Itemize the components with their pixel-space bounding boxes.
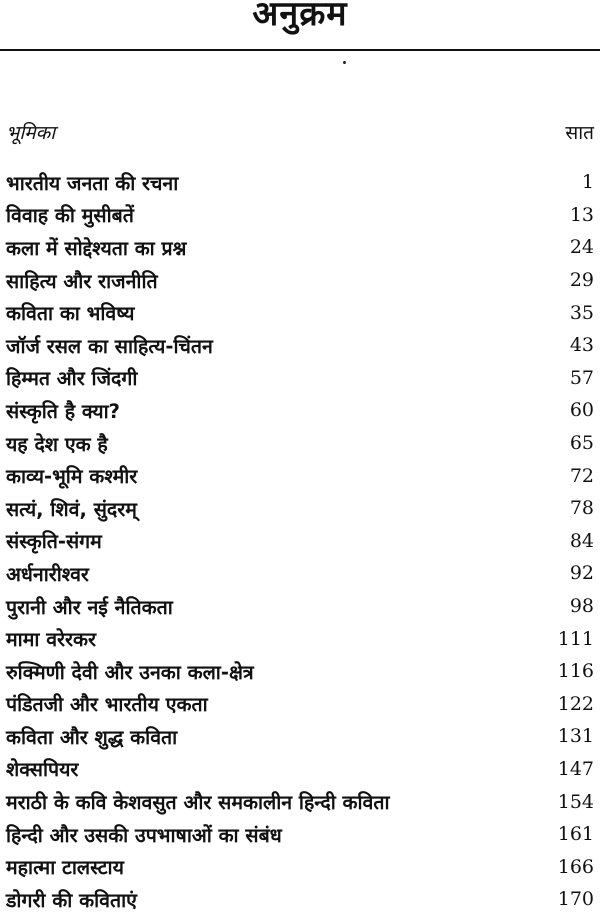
toc-entry-page: 122 xyxy=(557,692,594,715)
toc-entry-page: 78 xyxy=(569,497,594,520)
toc-entry-page: 13 xyxy=(569,203,594,226)
toc-entry xyxy=(6,785,594,818)
toc-entry xyxy=(6,231,594,264)
toc-entry-title: काव्य-भूमि कश्मीर xyxy=(6,465,138,489)
toc-entry-page: 1 xyxy=(581,171,594,194)
toc-entry-page: 92 xyxy=(569,562,594,585)
toc-entry-title: विवाह की मुसीबतें xyxy=(6,204,134,228)
toc-entry-title: जॉर्ज रसल का साहित्य-चिंतन xyxy=(6,334,213,358)
preface-row xyxy=(6,116,594,148)
toc-entry-page: 24 xyxy=(569,236,594,259)
toc-entry-page: 60 xyxy=(569,399,594,422)
toc-entry-page: 154 xyxy=(557,790,594,813)
toc-entry xyxy=(6,199,594,232)
preface-label: भूमिका xyxy=(6,122,56,144)
toc-entry-title: साहित्य और राजनीति xyxy=(6,269,158,293)
toc-entry xyxy=(6,329,594,362)
toc-entry-page: 111 xyxy=(557,627,594,650)
title-rule xyxy=(0,49,600,51)
toc-entry xyxy=(6,427,594,460)
toc-entry-title: डोगरी की कविताएं xyxy=(6,888,137,912)
toc-entry xyxy=(6,264,594,297)
toc-entry-page: 116 xyxy=(557,660,594,683)
toc-entry-title: संस्कृति-संगम xyxy=(6,530,102,554)
toc-entry-title: संस्कृति है क्या? xyxy=(6,399,120,423)
print-speck xyxy=(343,61,346,64)
toc-entry-title: मामा वरेरकर xyxy=(6,628,96,652)
toc-entry-title: शेक्सपियर xyxy=(6,758,79,782)
toc-entry xyxy=(6,525,594,558)
toc-entry-page: 29 xyxy=(569,269,594,292)
toc-entry xyxy=(6,818,594,851)
toc-entry-title: अर्धनारीश्वर xyxy=(6,562,89,586)
toc-entry-page: 57 xyxy=(569,366,594,389)
toc-entry-title: हिम्मत और जिंदगी xyxy=(6,367,138,391)
toc-entry xyxy=(6,850,594,883)
toc-entry-title: रुक्मिणी देवी और उनका कला-क्षेत्र xyxy=(6,660,254,684)
toc-entry xyxy=(6,492,594,525)
toc-entry-title: सत्यं, शिवं, सुंदरम् xyxy=(6,497,137,521)
toc-entry-title: कविता और शुद्ध कविता xyxy=(6,725,178,749)
toc-entry-page: 131 xyxy=(557,725,594,748)
toc-entry-title: पंडितजी और भारतीय एकता xyxy=(6,693,208,717)
toc-entry-page: 170 xyxy=(557,888,594,911)
toc-entry-page: 166 xyxy=(557,855,594,878)
toc-entry-page: 98 xyxy=(569,595,594,618)
toc-entry-page: 161 xyxy=(557,823,594,846)
toc-list xyxy=(6,166,594,916)
toc-entry-title: पुरानी और नई नैतिकता xyxy=(6,595,173,619)
toc-entry xyxy=(6,883,594,916)
toc-entry-page: 147 xyxy=(557,757,594,780)
toc-entry-title: कला में सोद्देश्यता का प्रश्न xyxy=(6,236,187,260)
toc-entry xyxy=(6,166,594,199)
page-title: अनुक्रम xyxy=(252,0,348,34)
toc-entry xyxy=(6,394,594,427)
toc-entry xyxy=(6,688,594,721)
toc-entry xyxy=(6,720,594,753)
toc-entry-title: महात्मा टालस्टाय xyxy=(6,856,124,880)
toc-entry xyxy=(6,296,594,329)
toc-entry xyxy=(6,590,594,623)
preface-page: सात xyxy=(565,122,594,144)
toc-entry-title: कविता का भविष्य xyxy=(6,302,135,326)
toc-entry-page: 43 xyxy=(569,334,594,357)
toc-entry-title: यह देश एक है xyxy=(6,432,108,456)
toc-entry-title: मराठी के कवि केशवसुत और समकालीन हिन्दी कविता xyxy=(6,791,390,815)
toc-entry xyxy=(6,459,594,492)
toc-entry xyxy=(6,622,594,655)
toc-entry-title: भारतीय जनता की रचना xyxy=(6,171,179,195)
toc-entry xyxy=(6,753,594,786)
toc-entry-page: 65 xyxy=(569,432,594,455)
toc-entry-page: 72 xyxy=(569,464,594,487)
toc-entry-title: हिन्दी और उसकी उपभाषाओं का संबंध xyxy=(6,823,282,847)
toc-entry xyxy=(6,655,594,688)
toc-entry xyxy=(6,362,594,395)
toc-entry-page: 35 xyxy=(569,301,594,324)
toc-entry xyxy=(6,557,594,590)
toc-entry-page: 84 xyxy=(569,529,594,552)
